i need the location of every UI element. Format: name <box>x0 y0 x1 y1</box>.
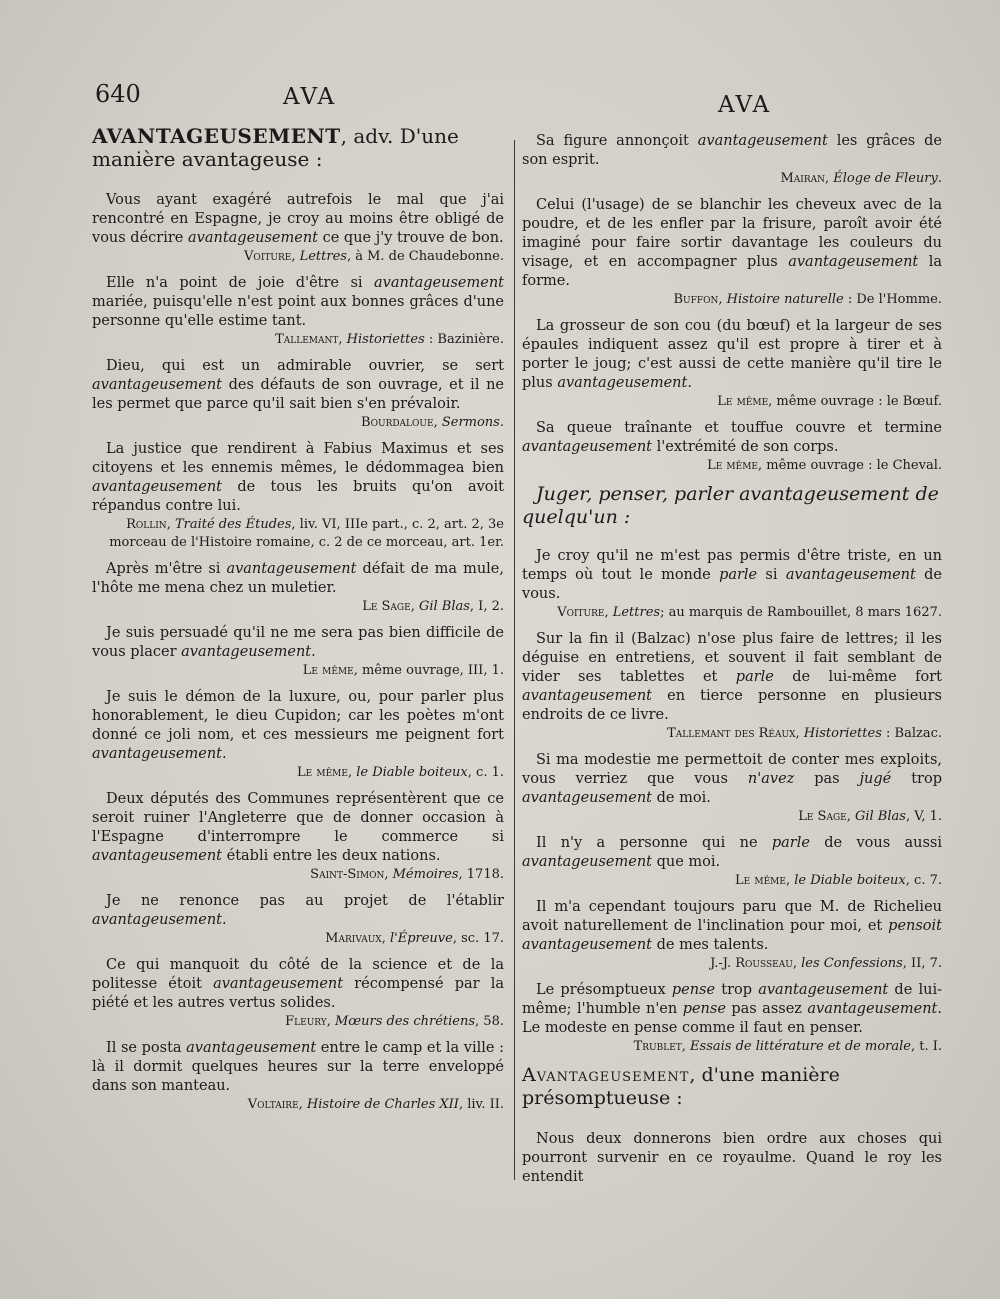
citation-work: le Diable boiteux <box>356 765 468 780</box>
quotation-text <box>522 547 942 604</box>
text-run: La grosseur de son cou (du bœuf) et la largeur de ses épaules indiquent assez qu'il est propre à tirer et à porter le joug; c'est aussi de cette manière qu'il tire le plus <box>522 318 942 391</box>
final-quote-text: Nous deux donnerons bien ordre aux choses qui pourront survenir en ce royaulme. Quand le roy les entendit <box>522 1131 942 1185</box>
text-run: trop <box>715 982 759 998</box>
citation-author: Le Sage <box>798 809 847 824</box>
text-run: de vous aussi <box>809 835 942 851</box>
citation <box>522 393 942 411</box>
quotation <box>92 892 504 948</box>
text-run: Celui (l'usage) de se blanchir les cheveux avec de la poudre, et de les enfler par la frisure, paroît avoir été imaginé pour faire sortir davantage les couleurs du visage, et en accompagner plus <box>522 197 942 270</box>
cited-word: pensoit avantageusement <box>522 918 942 953</box>
citation-work: Gil Blas <box>854 809 906 824</box>
citation-work: Lettres <box>612 605 661 620</box>
citation: Voiture, Lettres, à M. de Chaudebonne. <box>244 249 504 264</box>
citation: Tallemant, Historiettes : Bazinière. <box>275 332 504 347</box>
text-run: récompensé par la piété et les autres vertus solides. <box>92 976 504 1011</box>
text-run: de moi. <box>652 790 711 806</box>
cited-word: avantageusement <box>807 1001 938 1017</box>
quotation-text <box>522 898 942 955</box>
citation-work: Histoire de Charles XII <box>306 1097 459 1112</box>
text-run: de tous les bruits qu'on avoit répandus contre lui. <box>92 479 504 514</box>
quotation <box>522 419 942 475</box>
quotation <box>92 956 504 1031</box>
quotation <box>522 547 942 622</box>
quotation-text <box>522 751 942 808</box>
citation-work: le Diable boiteux <box>794 873 906 888</box>
text-run: Je ne renonce pas au projet de l'établir <box>106 893 504 909</box>
citation-reference: , c. 1. <box>467 765 504 780</box>
citation-reference: . <box>499 415 504 430</box>
quotation-text <box>522 981 942 1038</box>
citation-author: J.-J. Rousseau <box>710 956 793 971</box>
right-quotes-a <box>522 132 942 475</box>
quotation-text <box>92 1039 504 1096</box>
citation-reference: : De l'Homme. <box>843 292 942 307</box>
citation: Le même, le Diable boiteux, c. 1. <box>297 765 504 780</box>
text-run: la forme. <box>522 254 942 289</box>
citation-author: Trublet <box>633 1039 682 1054</box>
quotation <box>92 357 504 432</box>
cited-word: pense <box>682 1001 726 1017</box>
quotation <box>522 898 942 973</box>
quotation-text <box>92 357 504 414</box>
citation-author: Rollin <box>126 517 167 532</box>
text-run: de mes talents. <box>652 937 769 953</box>
citation-author: Le même <box>735 873 786 888</box>
quotation <box>522 981 942 1056</box>
citation: Voiture, Lettres; au marquis de Rambouillet, 8 mars 1627. <box>557 605 942 620</box>
quotation <box>92 790 504 884</box>
text-run: . <box>222 746 227 762</box>
cited-word: avantageusement <box>213 976 344 992</box>
text-run: Elle n'a point de joie d'être si <box>106 275 374 291</box>
cited-word: avantageusement <box>373 275 504 291</box>
citation-work: Sermons <box>441 415 500 430</box>
citation-reference: , sc. 17. <box>452 931 504 946</box>
cited-word: avantageusement <box>226 561 357 577</box>
entry-heading <box>92 125 504 171</box>
quotation <box>92 624 504 680</box>
text-run: en tierce personne en plusieurs endroits de ce livre. <box>522 688 942 723</box>
citation-author: Tallemant <box>275 332 339 347</box>
citation: Le même, le Diable boiteux, c. 7. <box>735 873 942 888</box>
text-run: défait de ma mule, l'hôte me mena chez un muletier. <box>92 561 504 596</box>
text-run: les grâces de son esprit. <box>522 133 942 168</box>
text-run: Si ma modestie me permettoit de conter mes exploits, vous verriez que vous <box>522 752 942 787</box>
cited-word: parle <box>771 835 810 851</box>
cited-word: parle <box>735 669 774 685</box>
text-run: Sa queue traînante et touffue couvre et termine <box>536 420 942 436</box>
text-run: de vous. <box>522 567 942 602</box>
text-run: ce que j'y trouve de bon. <box>318 230 504 246</box>
left-column <box>92 125 504 1122</box>
cited-word: avantageusement <box>92 912 223 928</box>
text-run: Le présomptueux <box>536 982 672 998</box>
second-definition: , d'une manière présomptueuse : <box>522 1064 840 1109</box>
quotation <box>92 274 504 349</box>
text-run: Sa figure annonçoit <box>536 133 698 149</box>
citation-reference: , V, 1. <box>905 809 942 824</box>
right-running-head: AVA <box>718 92 772 118</box>
citation-work: Mémoires <box>392 867 459 882</box>
quotation <box>92 191 504 266</box>
quotation-text <box>92 956 504 1013</box>
quotation-text <box>92 688 504 764</box>
citation: Le Sage, Gil Blas, I, 2. <box>362 599 504 614</box>
citation-author: Le même <box>297 765 348 780</box>
text-run: Sur la fin il (Balzac) n'ose plus faire de lettres; il les déguise en entretiens, et souvent il fait semblant de vider ses tablettes et <box>522 631 942 685</box>
sub-entry-heading: Juger, penser, parler avantageusement de quelqu'un : <box>522 483 939 528</box>
cited-word: avantageusement <box>788 254 919 270</box>
cited-word: pense <box>671 982 716 998</box>
citation-author: Voltaire <box>247 1097 299 1112</box>
quotation <box>92 440 504 552</box>
quotation-text <box>522 834 942 872</box>
cited-word: avantageusement <box>557 375 688 391</box>
citation: Saint-Simon, Mémoires, 1718. <box>310 867 504 882</box>
citation-reference: , II, 7. <box>902 956 942 971</box>
citation: Mairan, Éloge de Fleury. <box>780 171 942 186</box>
quotation <box>522 317 942 411</box>
citation: Buffon, Histoire naturelle : De l'Homme. <box>673 292 942 307</box>
text-run: Il m'a cependant toujours paru que M. de Richelieu avoit naturellement de l'inclination pour moi, et <box>522 899 942 934</box>
quotation-text <box>92 892 504 930</box>
second-entry-heading <box>522 1064 942 1110</box>
text-run: Ce qui manquoit du côté de la science et de la politesse étoit <box>92 957 504 992</box>
entry-definition: , adv. D'une manière avantageuse : <box>92 124 459 171</box>
citation-reference: , même ouvrage, III, 1. <box>353 663 504 678</box>
text-run: . Le modeste en pense comme il faut en penser. <box>522 1001 942 1036</box>
citation-work: Historiettes <box>346 332 425 347</box>
second-headword: Avantageusement <box>522 1064 690 1086</box>
cited-word: avantageusement <box>785 567 916 583</box>
citation: Marivaux, l'Épreuve, sc. 17. <box>325 931 504 946</box>
cited-word: avantageusement <box>92 848 223 864</box>
citation: Le Sage, Gil Blas, V, 1. <box>798 809 942 824</box>
quotation-text <box>92 624 504 662</box>
text-run: Après m'être si <box>106 561 227 577</box>
citation: Voltaire, Histoire de Charles XII, liv. II. <box>247 1097 504 1112</box>
quotation-text <box>92 560 504 598</box>
citation-work: Essais de littérature et de morale <box>690 1039 911 1054</box>
citation: Bourdaloue, Sermons. <box>361 415 504 430</box>
citation-reference: : Balzac. <box>881 726 942 741</box>
citation-work: Éloge de Fleury <box>833 171 938 186</box>
citation-reference: , t. I. <box>910 1039 942 1054</box>
quotation <box>522 751 942 826</box>
text-run: . <box>222 912 227 928</box>
citation-reference: , à M. de Chaudebonne. <box>346 249 504 264</box>
citation-author: Le même <box>707 458 758 473</box>
citation-reference: , 58. <box>475 1014 504 1029</box>
citation-author: Voiture <box>557 605 605 620</box>
text-run: des défauts de son ouvrage, et il ne les permet que parce qu'il sait bien s'en prévaloir. <box>92 377 504 412</box>
text-run: trop <box>891 771 942 787</box>
page-number: 640 <box>95 80 141 108</box>
citation-author: Voiture <box>244 249 292 264</box>
text-run: pas <box>794 771 860 787</box>
column-divider <box>514 140 515 1180</box>
citation-work: Lettres <box>299 249 347 264</box>
cited-word: avantageusement <box>522 790 653 806</box>
cited-word: avantageusement <box>522 439 653 455</box>
text-run: Je croy qu'il ne m'est pas permis d'être triste, en un temps où tout le monde <box>522 548 942 583</box>
text-run: entre le camp et la ville : là il dormit quelques heures sur la terre enveloppé dans son manteau. <box>92 1040 504 1094</box>
quotation <box>92 1039 504 1114</box>
citation-reference: , même ouvrage : le Bœuf. <box>768 394 942 409</box>
citation-author: Le même <box>302 663 354 678</box>
text-run: mariée, puisqu'elle n'est point aux bonnes grâces d'une personne qu'elle estime tant. <box>92 294 504 329</box>
text-run: Je suis le démon de la luxure, ou, pour parler plus honorablement, le dieu Cupidon; car les poètes m'ont donné ce joli nom, et ces messieurs me peignent fort <box>92 689 504 743</box>
quotation-text <box>522 419 942 457</box>
citation-author: Mairan <box>780 171 826 186</box>
quotation-text <box>522 196 942 291</box>
text-run: La justice que rendirent à Fabius Maximus et ses citoyens et les ennemis mêmes, le dédommagea bien <box>92 441 504 476</box>
quotation <box>92 560 504 616</box>
text-run: que moi. <box>652 854 721 870</box>
citation-work: l'Épreuve <box>389 931 453 946</box>
cited-word: n'avez <box>747 771 795 787</box>
citation-work: Mœurs des chrétiens <box>334 1014 476 1029</box>
quotation <box>522 630 942 743</box>
quotation <box>522 196 942 309</box>
cited-word: parle <box>719 567 758 583</box>
cited-word: jugé <box>859 771 892 787</box>
cited-word: avantageusement <box>92 746 223 762</box>
citation-work: Traité des Études <box>174 517 292 532</box>
quotation-text <box>92 790 504 866</box>
citation-author: Bourdaloue <box>361 415 434 430</box>
text-run: Deux députés des Communes représentèrent que ce seroit ruiner l'Angleterre que de donner occasion à l'Espagne d'interrompre le commerce si <box>92 791 504 845</box>
cited-word: avantageusement <box>92 377 223 393</box>
citation-author: Le même <box>717 394 769 409</box>
citation-reference: : Bazinière. <box>424 332 504 347</box>
citation-author: Le Sage <box>362 599 411 614</box>
citation <box>522 457 942 475</box>
right-quotes-b <box>522 547 942 1056</box>
quotation-text <box>522 630 942 725</box>
text-run: de lui-même fort <box>773 669 942 685</box>
text-run: pas assez <box>725 1001 808 1017</box>
citation-author: Marivaux <box>325 931 382 946</box>
text-run: Je suis persuadé qu'il ne me sera pas bien difficile de vous placer <box>92 625 504 660</box>
quotation-text <box>92 191 504 248</box>
citation: J.-J. Rousseau, les Confessions, II, 7. <box>710 956 942 971</box>
citation-work: Gil Blas <box>418 599 470 614</box>
quotation <box>522 834 942 890</box>
quotation-text <box>92 274 504 331</box>
text-run: Vous ayant exagéré autrefois le mal que j'ai rencontré en Espagne, je croy au moins être obligé de vous décrire <box>92 192 504 246</box>
cited-word: avantageusement <box>697 133 828 149</box>
text-run: Il n'y a personne qui ne <box>536 835 772 851</box>
citation-reference: , c. 7. <box>905 873 942 888</box>
citation <box>92 662 504 680</box>
citation-reference: , 1718. <box>458 867 504 882</box>
citation-author: Fleury <box>285 1014 327 1029</box>
cited-word: avantageusement <box>186 1040 317 1056</box>
quotation-text <box>522 317 942 393</box>
right-column <box>522 132 942 1187</box>
cited-word: avantageusement <box>522 688 653 704</box>
left-quotes <box>92 191 504 1114</box>
text-run: Il se posta <box>106 1040 187 1056</box>
citation-work: Histoire naturelle <box>726 292 844 307</box>
citation-reference: , liv. VI, IIIe part., c. 2, art. 2, 3e morceau de l'Histoire romaine, c. 2 de ce morceau, art. 1er. <box>109 517 504 550</box>
citation-reference: . <box>937 171 942 186</box>
citation-author: Buffon <box>673 292 719 307</box>
text-run: de lui-même; l'humble n'en <box>522 982 942 1017</box>
citation-reference: ; au marquis de Rambouillet, 8 mars 1627. <box>660 605 942 620</box>
citation: Rollin, Traité des Études, liv. VI, IIIe part., c. 2, art. 2, 3e morceau de l'Histoire romaine, c. 2 de ce morceau, art. 1er. <box>109 517 504 550</box>
citation-author: Saint-Simon <box>310 867 385 882</box>
text-run: . <box>687 375 692 391</box>
citation-reference: , I, 2. <box>469 599 504 614</box>
citation-author: Tallemant des Réaux <box>667 726 796 741</box>
citation: Tallemant des Réaux, Historiettes : Balzac. <box>667 726 942 741</box>
citation-reference: , même ouvrage : le Cheval. <box>758 458 942 473</box>
citation: Fleury, Mœurs des chrétiens, 58. <box>285 1014 504 1029</box>
text-run: l'extrémité de son corps. <box>652 439 839 455</box>
text-run: si <box>757 567 786 583</box>
text-run: . <box>311 644 316 660</box>
cited-word: avantageusement <box>188 230 319 246</box>
cited-word: avantageusement <box>92 479 223 495</box>
quotation <box>522 132 942 188</box>
cited-word: avantageusement <box>181 644 312 660</box>
left-running-head: AVA <box>283 84 337 110</box>
quotation-text <box>92 440 504 516</box>
cited-word: avantageusement <box>522 854 653 870</box>
quotation-text <box>522 132 942 170</box>
text-run: établi entre les deux nations. <box>222 848 441 864</box>
quotation <box>92 688 504 782</box>
cited-word: avantageusement <box>758 982 889 998</box>
citation-work: les Confessions <box>801 956 903 971</box>
citation: Trublet, Essais de littérature et de morale, t. I. <box>633 1039 942 1054</box>
text-run: Dieu, qui est un admirable ouvrier, se sert <box>106 358 504 374</box>
citation-work: Historiettes <box>803 726 882 741</box>
citation-reference: , liv. II. <box>458 1097 504 1112</box>
headword: AVANTAGEUSEMENT <box>92 124 341 148</box>
